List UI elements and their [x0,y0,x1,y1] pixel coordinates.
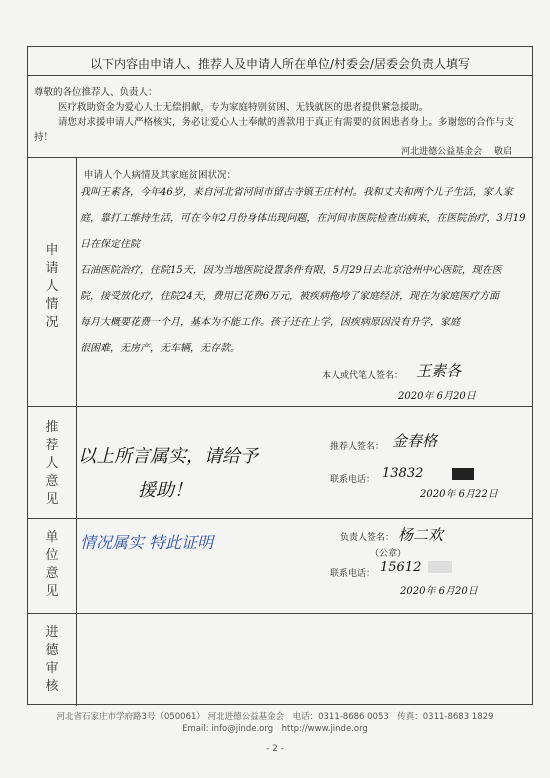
footer-contact: Email: info@jinde.org http://www.jinde.org [182,724,368,734]
unit-date: 2020年 6月20日 [400,586,478,597]
notice-block [34,85,526,145]
notice-signature: 河北进德公益基金会 敬启 [401,147,512,157]
form-header-title: 以下内容由申请人、推荐人及申请人所在单位/村委会/居委会负责人填写 [89,57,471,71]
recommender-signature-label: 推荐人签名： [330,442,385,452]
story-line: 很困难，无房产，无车辆，无存款。 [80,343,240,354]
unit-signature-label: 负责人签名： [340,533,395,543]
column-divider [76,518,77,613]
unit-phone: 15612 [380,560,422,575]
applicant-story [80,180,526,362]
divider [28,75,532,76]
story-line: 院，接受放化疗，住院24天，费用已花费6万元，被疾病拖垮了家庭经济，现在为家庭医疗方面 [80,291,500,302]
notice-greeting: 尊敬的各位推荐人、负责人： [34,87,158,98]
unit-phone-label: 联系电话： [330,569,376,579]
column-divider [76,613,77,706]
column-divider [76,406,77,518]
unit-signature: 杨二欢 [398,526,444,544]
applicant-heading: 申请人个人病情及其家庭贫困状况： [84,170,237,181]
recommender-phone: 13832 [382,466,424,481]
recommender-side-label: 推 荐 人 意 见 [45,420,59,507]
recommender-signature: 金春格 [392,432,438,450]
story-line: 我叫王素各，今年46岁，来自河北省河间市留古寺镇王庄村村。我和丈夫和两个儿子生活，家人家 [80,187,513,198]
jinde-side-label: 进 德 审 核 [45,625,59,694]
recommender-phone-label: 联系电话： [330,475,376,485]
applicant-date: 2020年 6月20日 [398,391,476,402]
footer-address: 河北省石家庄市学府路3号（050061） 河北进德公益基金会 电话：0311-8686 0053 传真：0311-8683 1829 [56,712,494,722]
applicant-side-label: 申 请 人 情 况 [45,243,59,330]
story-line: 每月大概要花费一个月，基本为不能工作。孩子还在上学，因疾病原因没有升学，家庭 [80,317,460,328]
page-number: - 2 - [266,744,284,754]
notice-line-2: 请您对求援申请人严格核实，务必让爱心人士奉献的善款用于真正有需要的贫困患者身上。多谢您的合作与支持！ [34,117,515,143]
redaction-mark [452,468,474,480]
redaction-mark [428,561,452,573]
column-divider [76,157,77,406]
footer [0,711,550,735]
story-line: 庭，靠打工维持生活，可在今年2月份身体出现问题，在河间市医院检查出病来，在医院治疗，3月19日在保定住院 [80,213,526,250]
story-line: 石油医院治疗，住院15天，因为当地医院设置条件有限，5月29日去北京沧州中心医院，现在医 [80,265,502,276]
divider [28,406,532,407]
applicant-signature: 王素各 [416,362,462,380]
recommender-date: 2020年 6月22日 [420,489,498,500]
recommender-opinion: 以上所言属实，请给予 援助！ [78,446,258,501]
divider [28,157,532,158]
unit-side-label: 单 位 意 见 [45,530,59,599]
divider [28,518,532,519]
notice-line-1: 医疗救助资金为爱心人士无偿捐献，专为家庭特别贫困、无钱就医的患者提供紧急援助。 [58,102,429,113]
applicant-signature-label: 本人或代笔人签名： [322,371,404,381]
divider [28,613,532,614]
unit-stamp-label: （公章） [370,549,407,559]
unit-opinion: 情况属实 特此证明 [80,533,214,552]
